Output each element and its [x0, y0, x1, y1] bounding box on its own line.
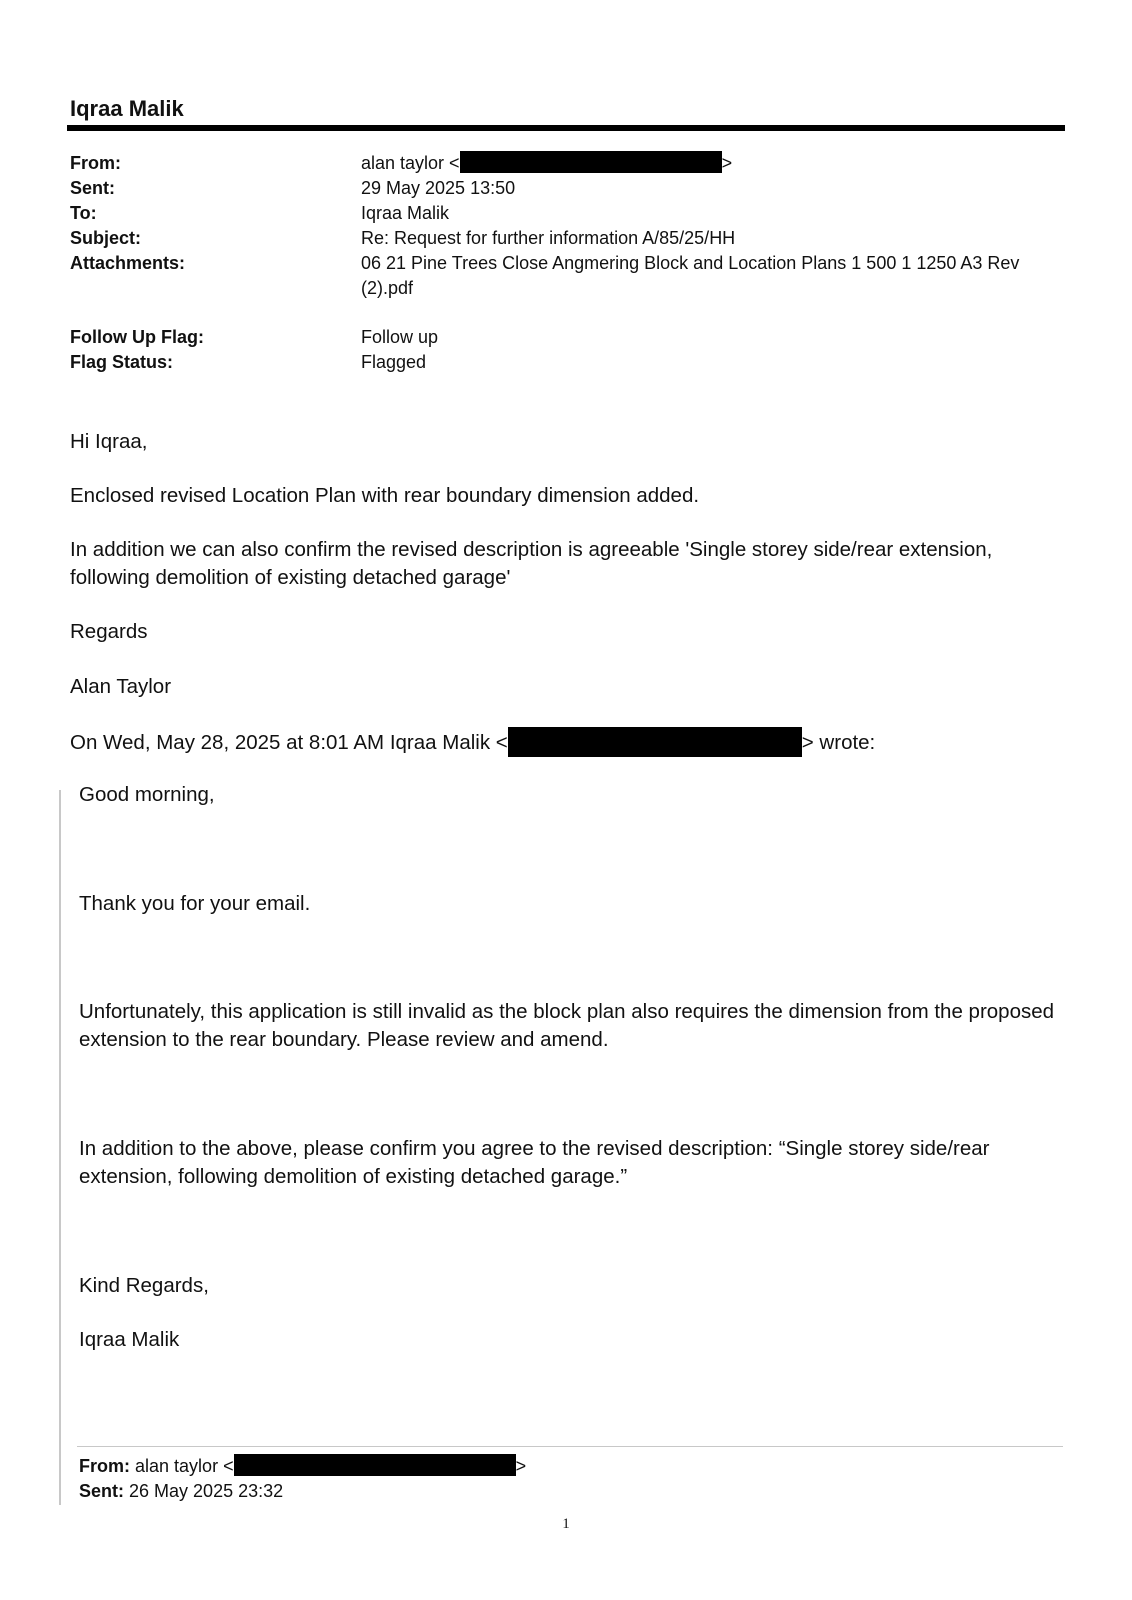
from-row: [70, 151, 1050, 176]
quoted-greeting: Good morning,: [79, 783, 215, 806]
header-rule: [67, 125, 1065, 131]
body-signature: Alan Taylor: [70, 675, 172, 698]
flagstatus-label: Flag Status:: [70, 352, 174, 372]
body-signoff: Regards: [70, 620, 148, 643]
previous-from-row: [79, 1454, 526, 1479]
sent-label: Sent:: [70, 178, 115, 198]
previous-sent-row: [79, 1479, 526, 1504]
previous-from-name: alan taylor <: [135, 1456, 234, 1476]
followup-label: Follow Up Flag:: [70, 327, 204, 347]
email-header: [70, 151, 1050, 375]
subject-label: Subject:: [70, 228, 142, 248]
redacted-email: [508, 727, 802, 757]
sent-row: [70, 176, 1050, 201]
quoted-paragraph-1: Thank you for your email.: [79, 892, 311, 915]
flagstatus-row: [70, 350, 1050, 375]
reply-intro: [70, 727, 1060, 757]
sent-value: 29 May 2025 13:50: [361, 178, 516, 198]
to-label: To:: [70, 203, 97, 223]
followup-value: Follow up: [361, 327, 439, 347]
quoted-paragraph-2: Unfortunately, this application is still invalid as the block plan also requires the dimension from the proposed extension to the rear boundary. Please review and amend.: [79, 1000, 1055, 1051]
quoted-signature: Iqraa Malik: [79, 1328, 180, 1351]
attachments-row: [70, 251, 1050, 301]
body-greeting: Hi Iqraa,: [70, 430, 148, 453]
reply-intro-end: > wrote:: [801, 731, 876, 754]
quote-bar: [59, 790, 61, 1505]
attachment-link[interactable]: 06 21 Pine Trees Close Angmering Block and Location Plans 1 500 1 1250 A3 Rev (2).pdf: [361, 253, 1020, 298]
previous-from-label: From:: [79, 1456, 130, 1476]
previous-email-header: [79, 1454, 526, 1504]
redacted-email: [234, 1454, 516, 1476]
mailbox-owner-name: Iqraa Malik: [70, 96, 184, 121]
quoted-signoff: Kind Regards,: [79, 1274, 209, 1297]
page-number: 1: [562, 1516, 570, 1532]
subject-value: Re: Request for further information A/85/25/HH: [361, 228, 736, 248]
previous-from-close: >: [515, 1456, 527, 1476]
from-label: From:: [70, 153, 121, 173]
attachments-label: Attachments:: [70, 253, 186, 273]
from-close: >: [721, 153, 733, 173]
reply-intro-start: On Wed, May 28, 2025 at 8:01 AM Iqraa Malik <: [70, 731, 508, 754]
previous-sent-label: Sent:: [79, 1481, 124, 1501]
body-paragraph-2: In addition we can also confirm the revised description is agreeable 'Single storey side/rear extension, following demolition of existing detached garage': [70, 538, 993, 589]
from-name: alan taylor <: [361, 153, 460, 173]
subject-row: [70, 226, 1050, 251]
quoted-paragraph-3: In addition to the above, please confirm you agree to the revised description: “Single storey side/rear extension, following demolition of existing detached garage.”: [79, 1137, 990, 1188]
separator: [77, 1446, 1063, 1447]
followup-row: [70, 325, 1050, 350]
to-row: [70, 201, 1050, 226]
from-value: [361, 151, 1050, 176]
to-value: Iqraa Malik: [361, 203, 450, 223]
previous-sent-value: 26 May 2025 23:32: [129, 1481, 284, 1501]
redacted-email: [460, 151, 722, 173]
flagstatus-value: Flagged: [361, 352, 427, 372]
body-paragraph-1: Enclosed revised Location Plan with rear boundary dimension added.: [70, 484, 700, 507]
